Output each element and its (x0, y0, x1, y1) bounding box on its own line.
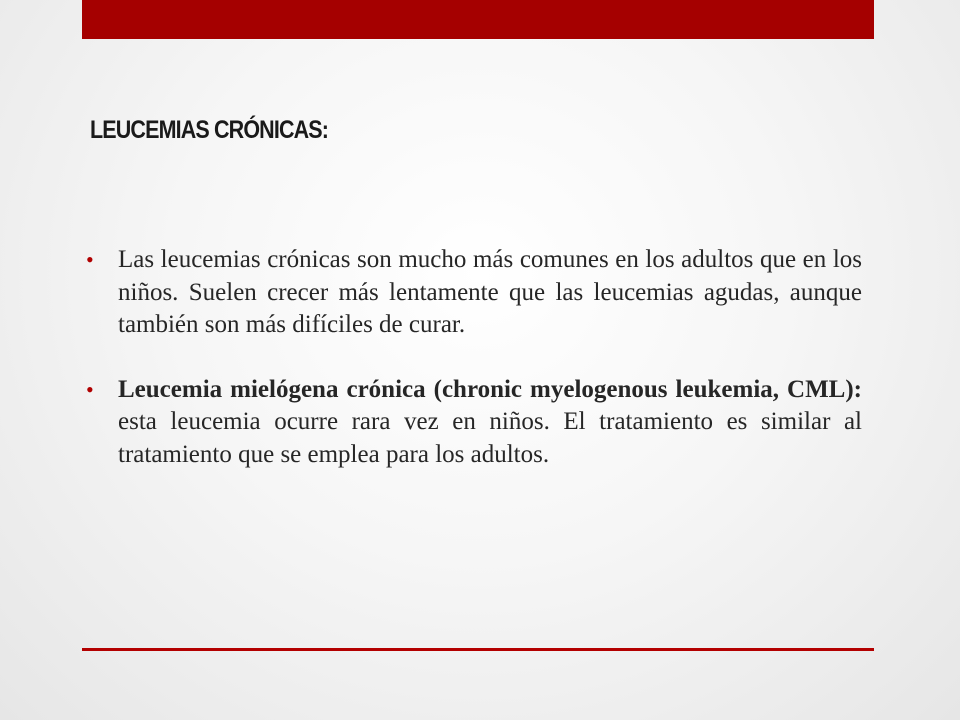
bullet-dot-icon: • (86, 247, 94, 272)
slide-title: LEUCEMIAS CRÓNICAS: (90, 116, 329, 144)
bullet-text: esta leucemia ocurre rara vez en niños. El tratamiento es similar al tratamiento que se emplea para los adultos. (118, 408, 862, 468)
bullet-text: Las leucemias crónicas son mucho más comunes en los adultos que en los niños. Suelen crecer más lentamente que las leucemias agudas, aunque también son más difíciles de curar. (118, 246, 862, 338)
top-accent-bar (82, 0, 874, 39)
bottom-divider (82, 648, 874, 651)
bullet-dot-icon: • (86, 376, 94, 402)
bullet-bold-lead: Leucemia mielógena crónica (chronic myelogenous leukemia, CML): (118, 375, 862, 403)
bullet-list (86, 244, 862, 471)
bullet-item (86, 374, 862, 472)
bullet-item (86, 244, 862, 342)
